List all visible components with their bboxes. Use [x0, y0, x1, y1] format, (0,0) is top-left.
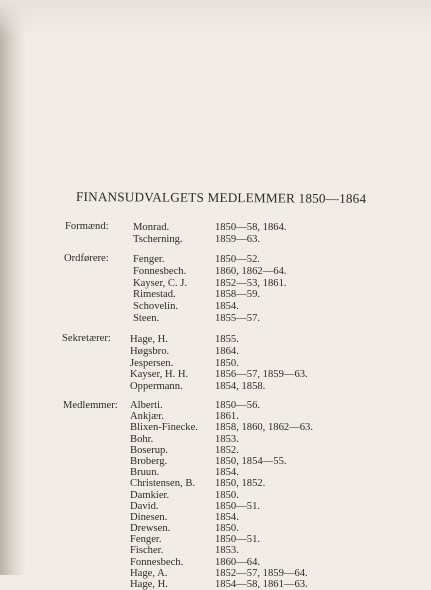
member-years: 1850.	[215, 523, 239, 535]
member-years: 1854—58, 1861—63.	[215, 579, 308, 590]
member-row	[130, 501, 413, 512]
member-name: Fischer.	[130, 545, 164, 557]
member-years: 1861.	[215, 411, 239, 423]
member-row	[130, 434, 413, 445]
member-name: Jespersen.	[130, 357, 174, 369]
member-name: Blixen-Finecke.	[130, 422, 198, 434]
member-row	[130, 456, 413, 467]
member-name: Steen.	[133, 312, 160, 324]
member-years: 1864.	[215, 345, 239, 357]
member-years: 1858, 1860, 1862—63.	[215, 422, 313, 434]
member-row	[130, 400, 413, 411]
member-row	[130, 411, 413, 422]
member-row	[130, 445, 413, 456]
member-row	[130, 512, 413, 523]
member-list	[133, 222, 413, 246]
member-name: Broberg.	[130, 455, 168, 467]
member-row	[130, 422, 413, 433]
member-row	[130, 523, 413, 534]
member-row	[130, 369, 413, 381]
member-row	[130, 334, 413, 346]
member-row	[133, 289, 413, 301]
member-row	[130, 534, 413, 545]
member-years: 1852—57, 1859—64.	[215, 567, 308, 579]
member-name: Hage, A.	[130, 567, 168, 579]
member-row	[133, 278, 413, 290]
member-name: Bohr.	[130, 433, 154, 445]
member-name: Fonnesbech.	[133, 265, 187, 277]
member-years: 1850—51.	[215, 500, 261, 512]
member-name: Hage, H.	[130, 334, 168, 345]
member-row	[133, 301, 413, 313]
member-name: Kayser, C. J.	[133, 277, 188, 289]
member-years: 1859—63.	[215, 233, 261, 245]
member-row	[130, 358, 413, 370]
member-years: 1850, 1852.	[215, 478, 266, 490]
member-name: David.	[130, 500, 159, 512]
member-name: Tscherning.	[133, 233, 183, 245]
member-name: Dinesen.	[130, 511, 168, 523]
member-row	[130, 568, 413, 579]
member-years: 1852—53, 1861.	[215, 277, 287, 289]
member-name: Boserup.	[130, 444, 168, 456]
member-name: Høgsbro.	[130, 345, 170, 357]
member-name: Kayser, H. H.	[130, 369, 189, 381]
member-name: Bruun.	[130, 467, 160, 479]
member-row	[130, 478, 413, 489]
member-row	[130, 467, 413, 478]
group-label: Formænd:	[65, 221, 109, 232]
member-row	[130, 545, 413, 556]
member-years: 1853.	[215, 545, 239, 557]
member-name: Fonnesbech.	[130, 556, 184, 568]
member-name: Oppermann.	[130, 381, 183, 393]
member-row	[130, 557, 413, 568]
group-label: Medlemmer:	[63, 400, 118, 411]
page-heading: FINANSUDVALGETS MEDLEMMER 1850—1864	[75, 189, 367, 207]
member-name: Schovelin.	[133, 301, 179, 313]
member-row	[133, 222, 413, 234]
group-label: Sekretærer:	[62, 333, 111, 344]
member-years: 1860—64.	[215, 556, 261, 568]
member-years: 1852.	[215, 444, 239, 456]
member-row	[133, 313, 413, 325]
member-years: 1850.	[215, 489, 239, 501]
member-name: Drewsen.	[130, 523, 171, 535]
member-years: 1858—59.	[215, 289, 261, 301]
member-name: Fenger.	[133, 254, 165, 265]
member-years: 1854.	[215, 301, 239, 313]
member-list	[130, 400, 413, 590]
member-years: 1854.	[215, 511, 239, 523]
member-years: 1850—51.	[215, 534, 261, 546]
member-name: Hage, H.	[130, 579, 168, 590]
member-years: 1854, 1858.	[215, 381, 266, 393]
page-gutter-shadow	[0, 0, 26, 575]
member-row	[130, 381, 413, 393]
member-name: Christensen, B.	[130, 478, 196, 490]
member-row	[133, 254, 413, 266]
member-row	[133, 266, 413, 278]
member-row	[133, 234, 413, 246]
page-top-shadow	[0, 0, 431, 40]
member-years: 1855—57.	[215, 312, 261, 324]
member-years: 1854.	[215, 467, 239, 479]
member-list	[133, 254, 413, 325]
member-name: Fenger.	[130, 534, 162, 546]
member-years: 1850, 1854—55.	[215, 455, 287, 467]
member-row	[130, 490, 413, 501]
group-label: Ordførere:	[64, 253, 109, 264]
member-name: Rimestad.	[133, 289, 176, 301]
member-years: 1850—56.	[215, 400, 261, 411]
member-years: 1850—52.	[215, 254, 261, 265]
member-years: 1855.	[215, 334, 239, 345]
member-list	[130, 334, 413, 393]
member-row	[130, 346, 413, 358]
member-years: 1853.	[215, 433, 239, 445]
member-years: 1850—58, 1864.	[215, 222, 287, 233]
member-years: 1860, 1862—64.	[215, 265, 287, 277]
member-name: Monrad.	[133, 222, 170, 233]
member-name: Ankjær.	[130, 411, 164, 423]
member-row	[130, 579, 413, 590]
member-name: Alberti.	[130, 400, 163, 411]
member-years: 1856—57, 1859—63.	[215, 369, 308, 381]
member-years: 1850.	[215, 357, 239, 369]
member-name: Damkier.	[130, 489, 170, 501]
